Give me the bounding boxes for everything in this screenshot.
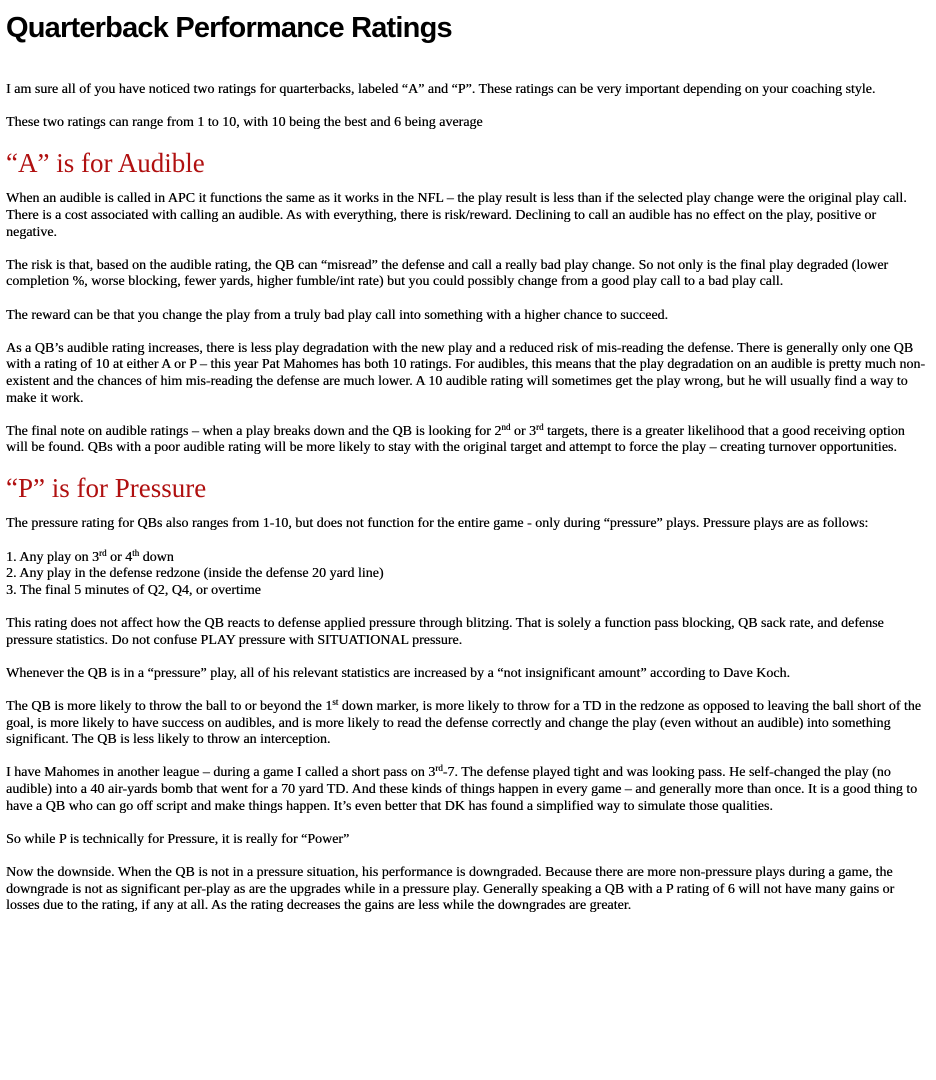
list-item: 2. Any play in the defense redzone (inside the defense 20 yard line) xyxy=(6,566,384,582)
pressure-heading: “P” is for Pressure xyxy=(6,473,207,504)
list-item-1-text-a: 1. Any play on 3 xyxy=(6,549,99,565)
pressure-p5-sup: rd xyxy=(435,763,443,774)
page-title: Quarterback Performance Ratings xyxy=(6,12,452,44)
audible-heading: “A” is for Audible xyxy=(6,148,205,179)
audible-p5-sup-2: rd xyxy=(536,421,544,432)
audible-p5-text-a: The final note on audible ratings – when a play breaks down and the QB is looking for 2 xyxy=(6,423,502,439)
audible-p5-text-b: or 3 xyxy=(510,423,537,439)
intro-paragraph-1: I am sure all of you have noticed two ratings for quarterbacks, labeled “A” and “P”. These ratings can be very important depending on your coaching style. xyxy=(6,82,876,97)
intro-paragraph-2: These two ratings can range from 1 to 10, with 10 being the best and 6 being average xyxy=(6,115,483,131)
pressure-paragraph-1: The pressure rating for QBs also ranges from 1-10, but does not function for the entire game - only during “pressure” plays. Pressure plays are as follows: xyxy=(6,516,869,532)
audible-paragraph-2: The risk is that, based on the audible rating, the QB can “misread” the defense and call a really bad play change. So not only is the final play degraded (lower completion %, worse blocking, fewer yards, higher fumble/int rate) but you could possibly change from a good play call to a bad play call. xyxy=(6,257,889,290)
pressure-paragraph-6: So while P is technically for Pressure, it is really for “Power” xyxy=(6,831,350,847)
audible-paragraph-5 xyxy=(6,421,928,457)
pressure-paragraph-4 xyxy=(6,699,928,749)
audible-p5-sup-1: nd xyxy=(501,421,511,432)
pressure-p4-text-b: down marker, is more likely to throw for a TD in the redzone as opposed to leaving the ball short of the goal, is more likely to have success on audibles, and is more likely to read the defense correctly and change the play (even without an audible) into something significant. The QB is less likely to throw an interception. xyxy=(6,699,921,748)
audible-paragraph-4: As a QB’s audible rating increases, there is less play degradation with the new play and a reduced risk of mis-reading the defense. There is generally only one QB with a rating of 10 at either A or P – this year Pat Mahomes has both 10 ratings. For audibles, this means that the play degradation on an audible is pretty much non-existent and the chances of him mis-reading the defense are much lower. A 10 audible rating will sometimes get the play wrong, but he will usually find a way to make it work. xyxy=(6,340,926,406)
audible-paragraph-1: When an audible is called in APC it functions the same as it works in the NFL – the play result is less than if the selected play change were the original play call. There is a cost associated with calling an audible. As with everything, there is risk/reward. Declining to call an audible has no effect on the play, positive or negative. xyxy=(6,191,907,240)
list-item: 3. The final 5 minutes of Q2, Q4, or overtime xyxy=(6,582,261,598)
list-item xyxy=(6,547,928,567)
audible-p5-text-c: targets, there is a greater likelihood that a good receiving option will be found. QBs with a poor audible rating will be more likely to stay with the original target and attempt to force the play – creating turnover opportunities. xyxy=(6,423,905,456)
pressure-paragraph-2: This rating does not affect how the QB reacts to defense applied pressure through blitzing. That is solely a function pass blocking, QB sack rate, and defense pressure statistics. Do not confuse PLAY pressure with SITUATIONAL pressure. xyxy=(6,616,884,648)
pressure-p5-text-a: I have Mahomes in another league – during a game I called a short pass on 3 xyxy=(6,765,436,781)
pressure-p4-sup: st xyxy=(332,697,339,707)
pressure-p5-text-b: -7. The defense played tight and was looking pass. He self-changed the play (no audible) into a 40 air-yards bomb that went for a 70 yard TD. And these kinds of things happen in every game – and generally more than once. It is a good thing to have a QB who can go off script and make things happen. It’s even better that DK has found a simplified way to simulate those qualities. xyxy=(6,765,918,814)
list-item-1-sup-1: rd xyxy=(98,547,107,558)
list-item-1-text-c: down xyxy=(139,549,174,565)
pressure-paragraph-3: Whenever the QB is in a “pressure” play, all of his relevant statistics are increased by a “not insignificant amount” according to Dave Koch. xyxy=(6,665,790,681)
pressure-paragraph-7: Now the downside. When the QB is not in a pressure situation, his performance is downgraded. Because there are more non-pressure plays during a game, the downgrade is not as significant per-play as are the upgrades while in a pressure play. Generally speaking a QB with a P rating of 6 will not have many gains or losses due to the rating, if any at all. As the rating decreases the gains are less while the downgrades are greater. xyxy=(6,864,895,914)
list-item-1-text-b: or 4 xyxy=(106,549,133,565)
pressure-paragraph-5 xyxy=(6,765,928,815)
pressure-p4-text-a: The QB is more likely to throw the ball to or beyond the 1 xyxy=(6,699,333,714)
pressure-play-list xyxy=(6,547,928,600)
audible-paragraph-3: The reward can be that you change the play from a truly bad play call into something with a higher chance to succeed. xyxy=(6,307,669,323)
list-item-1-sup-2: th xyxy=(132,547,140,558)
